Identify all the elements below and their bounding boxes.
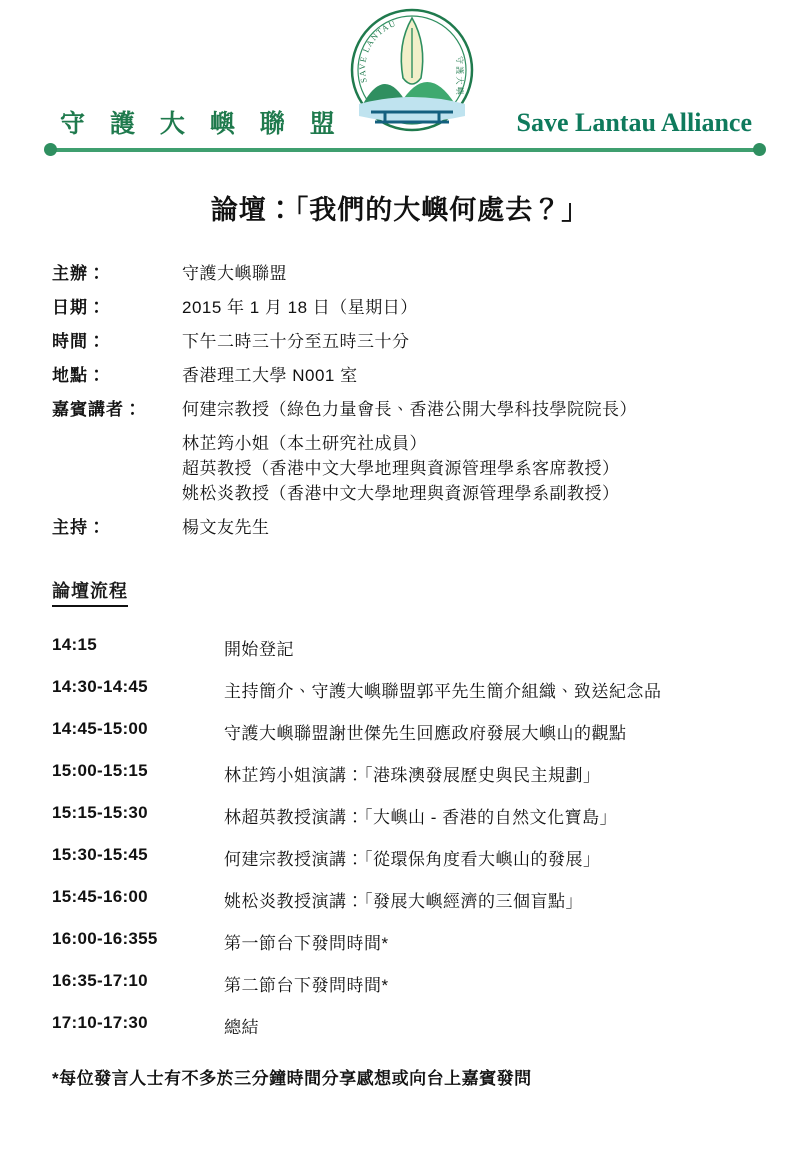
brand-name-chinese: 守 護 大 嶼 聯 盟 — [60, 110, 344, 138]
schedule-row — [52, 761, 800, 786]
event-details — [0, 259, 800, 538]
schedule-time: 15:15-15:30 — [52, 803, 148, 822]
speaker-item: 超英教授（香港中文大學地理與資源管理學系客席教授） — [182, 459, 620, 478]
detail-row-host — [52, 513, 800, 538]
speaker-item: 姚松炎教授（香港中文大學地理與資源管理學系副教授） — [182, 484, 620, 503]
detail-row-date — [52, 293, 800, 318]
schedule-time: 14:45-15:00 — [52, 719, 148, 738]
schedule-heading: 論壇流程 — [52, 577, 128, 607]
schedule-time: 16:00-16:355 — [52, 929, 158, 948]
footnote: *每位發言人士有不多於三分鐘時間分享感想或向台上嘉賓發問 — [52, 1069, 532, 1088]
schedule-row — [52, 803, 800, 828]
schedule-description: 守護大嶼聯盟謝世傑先生回應政府發展大嶼山的觀點 — [224, 724, 627, 743]
schedule-description: 總結 — [224, 1018, 259, 1037]
schedule-time: 14:15 — [52, 635, 97, 654]
detail-row-organizer — [52, 259, 800, 284]
schedule-row — [52, 845, 800, 870]
schedule-description: 林芷筠小姐演講：「港珠澳發展歷史與民主規劃」 — [224, 766, 601, 785]
detail-value: 守護大嶼聯盟 — [182, 264, 287, 283]
schedule-table — [0, 635, 800, 1038]
schedule-row — [52, 971, 800, 996]
page-title: 論壇：「我們的大嶼何處去？」 — [210, 195, 590, 225]
speaker-item: 林芷筠小姐（本土研究社成員） — [182, 434, 427, 453]
detail-label: 日期： — [52, 298, 106, 317]
schedule-description: 姚松炎教授演講：「發展大嶼經濟的三個盲點」 — [224, 892, 583, 911]
lantau-alliance-logo-icon — [345, 4, 480, 144]
divider-dot-right — [753, 143, 766, 156]
schedule-description: 第二節台下發問時間* — [224, 976, 389, 995]
detail-label: 時間： — [52, 332, 106, 351]
svg-text:SAVE LANTAU: SAVE LANTAU — [357, 17, 398, 84]
brand-name-english: Save Lantau Alliance — [516, 108, 752, 137]
schedule-time: 16:35-17:10 — [52, 971, 148, 990]
header-divider — [48, 148, 762, 152]
schedule-row — [52, 719, 800, 744]
schedule-time: 17:10-17:30 — [52, 1013, 148, 1032]
schedule-time: 15:45-16:00 — [52, 887, 148, 906]
detail-row-time — [52, 327, 800, 352]
detail-value: 香港理工大學 N001 室 — [182, 366, 358, 385]
schedule-description: 林超英教授演講：「大嶼山 - 香港的自然文化寶島」 — [224, 808, 618, 827]
schedule-time: 14:30-14:45 — [52, 677, 148, 696]
detail-value: 下午二時三十分至五時三十分 — [182, 332, 410, 351]
detail-value: 楊文友先生 — [182, 518, 270, 537]
speaker-extra-list — [52, 429, 800, 504]
schedule-row — [52, 887, 800, 912]
detail-value: 2015 年 1 月 18 日（星期日） — [182, 298, 418, 317]
detail-label: 主持： — [52, 518, 106, 537]
schedule-description: 何建宗教授演講：「從環保角度看大嶼山的發展」 — [224, 850, 601, 869]
detail-label: 主辦： — [52, 264, 106, 283]
document-header — [0, 0, 800, 160]
schedule-time: 15:00-15:15 — [52, 761, 148, 780]
schedule-row — [52, 635, 800, 660]
schedule-row — [52, 677, 800, 702]
detail-row-venue — [52, 361, 800, 386]
schedule-time: 15:30-15:45 — [52, 845, 148, 864]
schedule-description: 主持簡介、守護大嶼聯盟郭平先生簡介組織、致送紀念品 — [224, 682, 662, 701]
detail-label: 嘉賓講者： — [52, 400, 142, 419]
schedule-row — [52, 929, 800, 954]
schedule-description: 開始登記 — [224, 640, 294, 659]
schedule-row — [52, 1013, 800, 1038]
schedule-description: 第一節台下發問時間* — [224, 934, 389, 953]
divider-dot-left — [44, 143, 57, 156]
detail-label: 地點： — [52, 366, 106, 385]
svg-text:守 護 大 嶼: 守 護 大 嶼 — [455, 56, 464, 95]
detail-value: 何建宗教授（綠色力量會長、香港公開大學科技學院院長） — [182, 400, 637, 419]
detail-row-speakers — [52, 395, 800, 420]
